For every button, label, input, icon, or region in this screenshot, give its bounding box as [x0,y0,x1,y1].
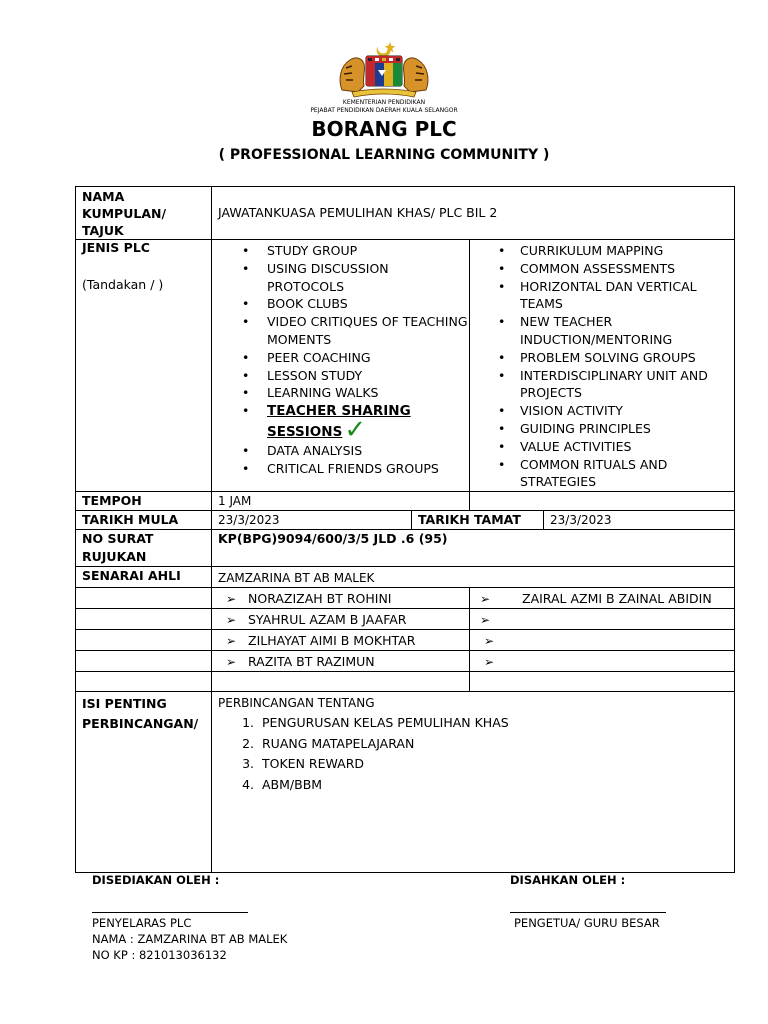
plc-options-left [212,240,470,492]
plc-option-curriculum-mapping: • CURRIKULUM MAPPING [470,242,734,260]
row-nama-kumpulan [76,187,735,240]
tempoh-label: TEMPOH [76,492,212,511]
ahli-left-3: ➢ ZILHAYAT AIMI B MOKHTAR [212,630,470,651]
jenis-plc-label: JENIS PLC [82,240,150,255]
row-ahli-3 [76,630,735,651]
plc-option-learning-walks: • LEARNING WALKS [212,384,469,402]
arrow-bullet-icon: ➢ [226,655,237,670]
crest-caption-1: KEMENTERIAN PENDIDIKAN [342,99,426,106]
arrow-bullet-icon: ➢ [484,655,495,670]
nama-penyelaras: NAMA : ZAMZARINA BT AB MALEK [92,932,288,946]
tarikh-tamat-value: 23/3/2023 [544,511,735,530]
isi-intro: PERBINCANGAN TENTANG [218,696,375,711]
arrow-bullet-icon: ➢ [226,634,237,649]
plc-option-peer-coaching: • PEER COACHING [212,349,469,367]
row-ahli-1 [76,588,735,609]
row-ahli-4 [76,651,735,672]
disediakan-label: DISEDIAKAN OLEH : [92,873,220,887]
perbincangan-label: PERBINCANGAN/ [82,716,199,732]
senarai-ahli-label: SENARAI AHLI [76,567,212,588]
ahli-left-1: ➢ NORAZIZAH BT ROHINI [212,588,470,609]
plc-option-common-rituals: • COMMON RITUALS AND STRATEGIES [470,456,734,492]
tempoh-value: 1 JAM [212,492,470,511]
signature-line-disahkan [510,912,666,913]
plc-option-value-activities: • VALUE ACTIVITIES [470,438,734,456]
plc-form-table [75,186,735,873]
row-senarai-ahli [76,567,735,588]
ahli-right-3 [470,630,735,651]
isi-penting-label: ISI PENTING [82,696,167,712]
plc-option-data-analysis: • DATA ANALYSIS [212,442,469,460]
nama-kumpulan-label: NAMA KUMPULAN/ TAJUK [76,187,212,240]
row-jenis-plc [76,240,735,492]
ahli-left-4: ➢ RAZITA BT RAZIMUN [212,651,470,672]
row-ahli-2 [76,609,735,630]
no-surat-label: NO SURAT RUJUKAN [76,530,212,567]
plc-option-horizontal-vertical: • HORIZONTAL DAN VERTICAL TEAMS [470,278,734,314]
plc-options-right [470,240,735,492]
isi-penting-content [212,692,735,873]
form-title: BORANG PLC [311,117,457,141]
jenis-plc-label-cell [76,240,212,492]
plc-option-discussion-protocols: • USING DISCUSSION PROTOCOLS [212,260,469,296]
plc-option-interdisciplinary: • INTERDISCIPLINARY UNIT AND PROJECTS [470,367,734,403]
ahli-right-4 [470,651,735,672]
arrow-bullet-icon: ➢ [226,592,237,607]
plc-option-lesson-study: • LESSON STUDY [212,367,469,385]
isi-item-2: 2. RUANG MATAPELAJARAN [258,734,728,755]
form-subtitle: ( PROFESSIONAL LEARNING COMMUNITY ) [218,147,550,163]
checkmark-icon: ✓ [344,414,367,445]
plc-option-study-group: • STUDY GROUP [212,242,469,260]
pengetua-label: PENGETUA/ GURU BESAR [514,916,660,930]
nama-kumpulan-value: JAWATANKUASA PEMULIHAN KHAS/ PLC BIL 2 [212,187,735,240]
tarikh-mula-label: TARIKH MULA [76,511,212,530]
ahli-right-1: ➢ ZAIRAL AZMI B ZAINAL ABIDIN [470,588,735,609]
plc-option-critical-friends: • CRITICAL FRIENDS GROUPS [212,460,469,478]
plc-option-problem-solving: • PROBLEM SOLVING GROUPS [470,349,734,367]
tempoh-empty [470,492,735,511]
row-tarikh [76,511,735,530]
coat-of-arms-icon [328,40,440,98]
arrow-bullet-icon: ➢ [484,634,495,649]
isi-item-4: 4. ABM/BBM [258,775,728,796]
ahli-left-2: ➢ SYAHRUL AZAM B JAAFAR [212,609,470,630]
plc-option-teacher-sharing [212,402,469,445]
no-surat-value: KP(BPG)9094/600/3/5 JLD .6 (95) [212,530,735,567]
row-ahli-empty [76,672,735,692]
tarikh-mula-value: 23/3/2023 [212,511,412,530]
ahli-right-2 [470,609,735,630]
plc-option-video-critiques: • VIDEO CRITIQUES OF TEACHING MOMENTS [212,313,469,349]
selected-plc-option: TEACHER SHARING SESSIONS [267,403,411,440]
arrow-bullet-icon: ➢ [480,613,491,628]
isi-item-1: 1. PENGURUSAN KELAS PEMULIHAN KHAS [258,713,728,734]
crest-caption-2: PEJABAT PENDIDIKAN DAERAH KUALA SELANGOR [310,107,458,114]
tarikh-tamat-label: TARIKH TAMAT [412,511,544,530]
plc-option-book-clubs: • BOOK CLUBS [212,295,469,313]
row-isi-penting [76,692,735,873]
arrow-bullet-icon: ➢ [226,613,237,628]
plc-option-vision-activity: • VISION ACTIVITY [470,402,734,420]
no-kp: NO KP : 821013036132 [92,948,227,962]
plc-option-new-teacher: • NEW TEACHER INDUCTION/MENTORING [470,313,734,349]
plc-option-guiding-principles: • GUIDING PRINCIPLES [470,420,734,438]
penyelaras-label: PENYELARAS PLC [92,916,192,930]
disahkan-label: DISAHKAN OLEH : [510,873,626,887]
row-no-surat [76,530,735,567]
ahli-head: ZAMZARINA BT AB MALEK [212,567,735,588]
plc-option-common-assessments: • COMMON ASSESSMENTS [470,260,734,278]
isi-penting-label-cell [76,692,212,873]
isi-item-3: 3. TOKEN REWARD [258,754,728,775]
signature-line-disediakan [92,912,248,913]
arrow-bullet-icon: ➢ [480,592,491,607]
tandakan-label: (Tandakan / ) [82,277,164,292]
crest-logo-block [0,40,768,114]
row-tempoh [76,492,735,511]
